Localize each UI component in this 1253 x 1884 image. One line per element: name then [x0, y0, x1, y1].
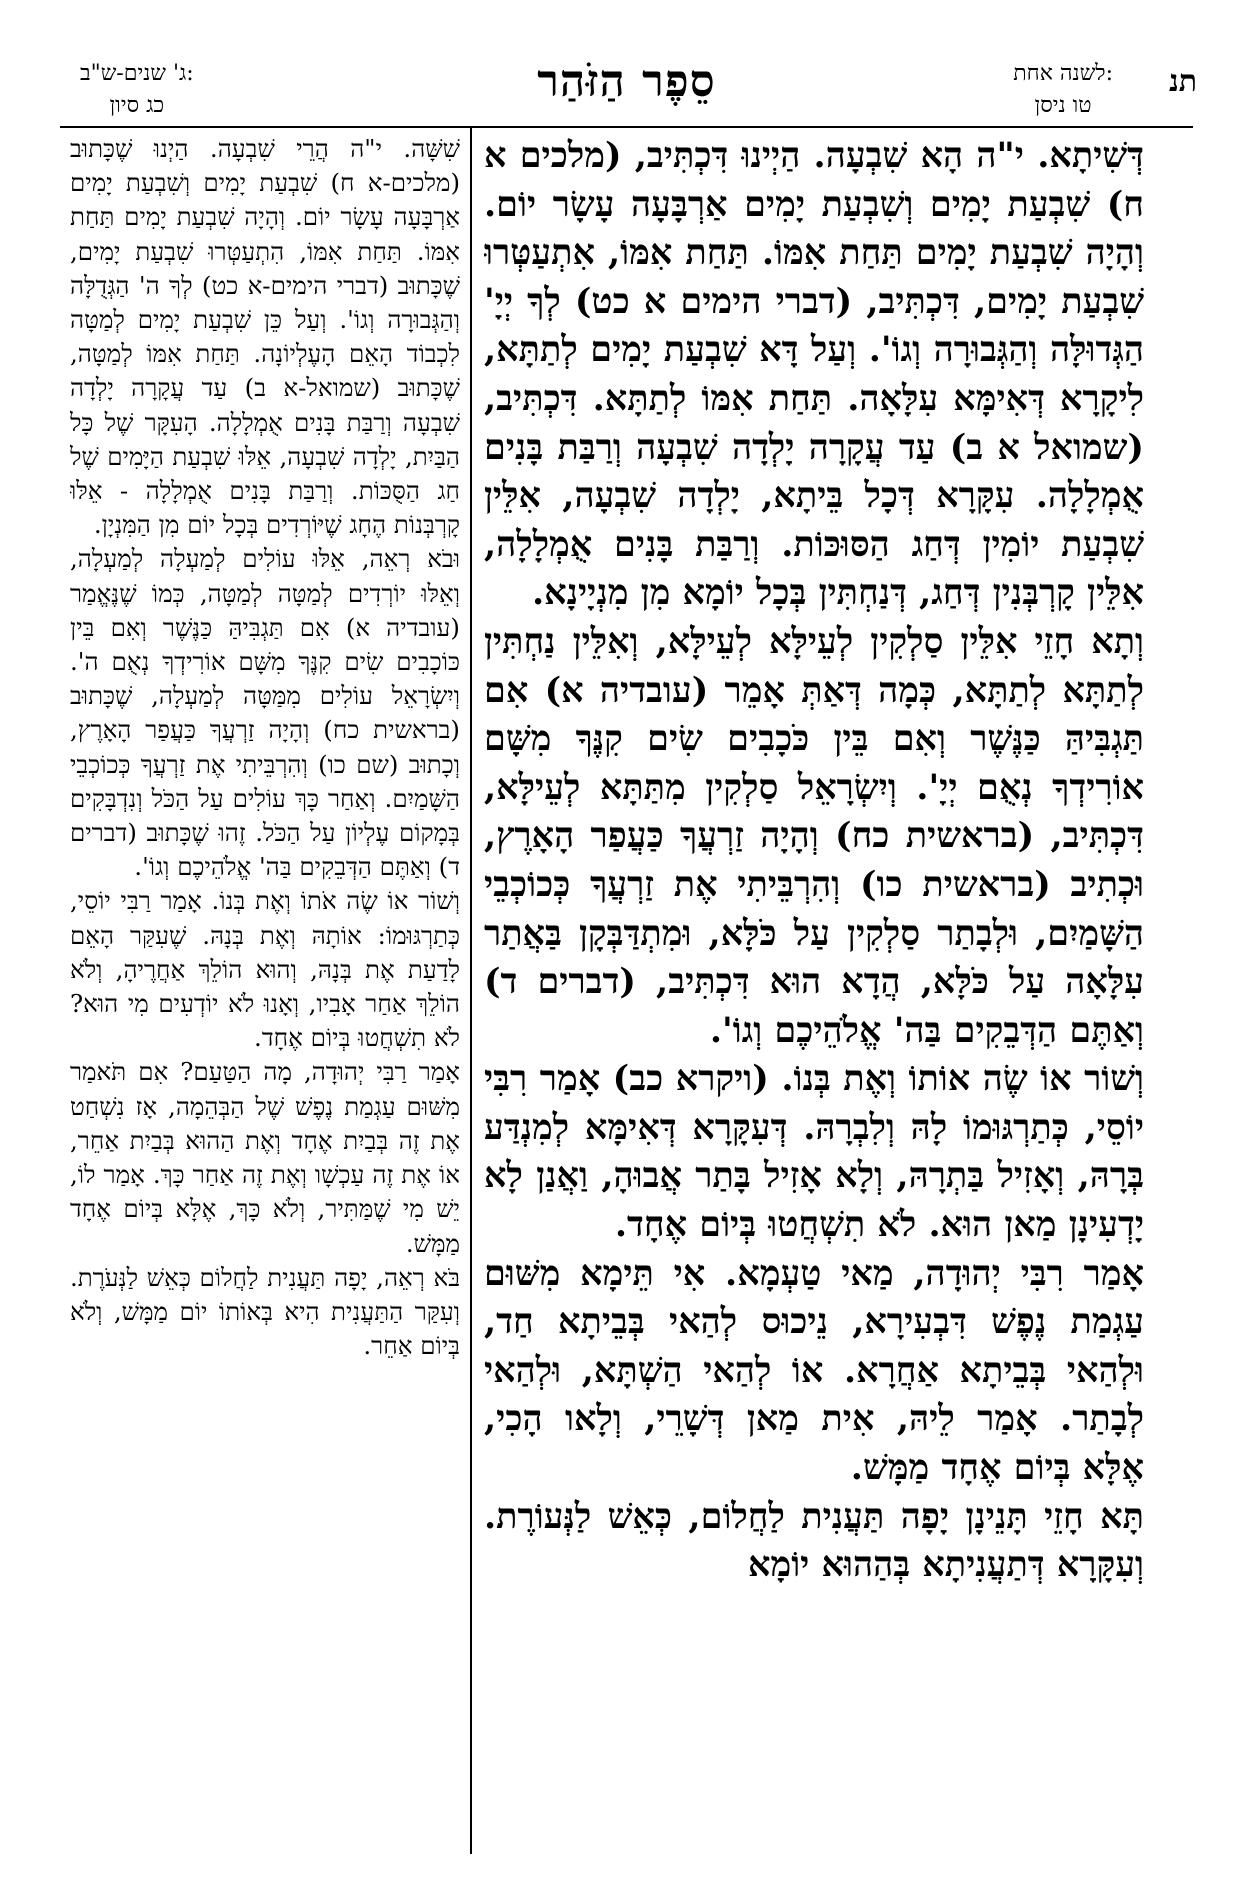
side-paragraph: אָמַר רַבִּי יְהוּדָה, מָה הַטַּעַם? אִם תֹּאמַר מִשּׁוּם עַגְמַת נֶפֶשׁ שֶׁל הַבְּהֵמָה, אָז נִשְׁחַט אֶת זֶה בְּבַיִת אֶחָד וְאֶת הַהוּא בְּבַיִת אַחֵר, אוֹ אֶת זֶה עַכְשָׁו וְאֶת זֶה אַחַר כָּךְ. אָמַר לוֹ, יֵשׁ מִי שֶׁמַּתִּיר, וְלֹא כָּךְ, אֶלָּא בְּיוֹם אֶחָד מַמָּשׁ. [70, 1057, 460, 1258]
header-divider [60, 126, 1193, 128]
hebrew-translation-column [70, 132, 460, 1363]
column-divider [470, 126, 472, 1854]
page-header [30, 52, 1223, 122]
schedule-date: טו ניסן [1034, 93, 1092, 118]
schedule-date: כג סיון [109, 93, 165, 118]
schedule-line: לשנה אחת: [1013, 61, 1113, 86]
side-paragraph: שִׁשָּׁה. י"ה הֲרֵי שִׁבְעָה. הַיְנוּ שֶׁכָּתוּב (מלכים-א ח) שִׁבְעַת יָמִים וְשִׁבְעַת יָמִים אַרְבָּעָה עָשָׂר יוֹם. וְהָיָה שִׁבְעַת יָמִים תַּחַת אִמּוֹ. תַּחַת אִמּוֹ, הִתְעַטְּרוּ שִׁבְעַת יָמִים, שֶׁכָּתוּב (דברי הימים-א כט) לְךָ ה' הַגְּדֻלָּה וְהַגְּבוּרָה וְגוֹ'. וְעַל כֵּן שִׁבְעַת יָמִים לְמַטָּה לִכְבוֹד הָאֵם הָעֶלְיוֹנָה. תַּחַת אִמּוֹ לְמַטָּה, שֶׁכָּתוּב (שמואל-א ב) עַד עֲקָרָה יָלְדָה שִׁבְעָה וְרַבַּת בָּנִים אֻמְלָלָה. הָעִקָּר שֶׁל כָּל הַבַּיִת, יָלְדָה שִׁבְעָה, אֵלּוּ שִׁבְעַת הַיָּמִים שֶׁל חַג הַסֻּכּוֹת. וְרַבַּת בָּנִים אֻמְלָלָה - אֵלּוּ קָרְבְּנוֹת הֶחָג שֶׁיּוֹרְדִים בְּכָל יוֹם מִן הַמִּנְיָן. [70, 134, 460, 540]
side-paragraph: בֹּא רְאֵה, יָפָה תַּעֲנִית לַחֲלוֹם כְּאֵשׁ לַנְּעֹרֶת. וְעִקַּר הַתַּעֲנִית הִיא בְּאוֹתוֹ יוֹם מַמָּשׁ, וְלֹא בְּיוֹם אַחֵר. [70, 1262, 460, 1361]
main-paragraph: וְתָא חָזֵי אִלֵּין סַלְקִין לְעֵילָּא לְעֵילָּא, וְאִלֵּין נַחְתִּין לְתַתָּא לְתַתָּא, כְּמָה דְּאַתְּ אָמֵר (עובדיה א) אִם תַּגְבִּיהַּ כַּנֶּשֶׁר וְאִם בֵּין כֹּכָבִים שִׂים קִנֶּךָ מִשָּׁם אוֹרִידְךָ נְאֻם יְיָ'. וְיִשְׂרָאֵל סַלְקִין מִתַּתָּא לְעֵילָּא, דִּכְתִּיב, (בראשית כח) וְהָיָה זַרְעֲךָ כַּעֲפַר הָאָרֶץ, וּכְתִיב (בראשית כו) וְהִרְבֵּיתִי אֶת זַרְעֲךָ כְּכוֹכְבֵי הַשָּׁמַיִם, וּלְבָתַר סַלְקִין עַל כֹּלָּא, וּמִתְדַּבְּקָן בַּאֲתַר עִלָּאָה עַל כֹּלָּא, הֲדָא הוּא דִּכְתִּיב, (דברים ד) וְאַתֶּם הַדְּבֵקִים בַּה' אֱלֹהֵיכֶם וְגוֹ'. [484, 620, 1144, 1051]
page-number: תנ [1168, 64, 1197, 99]
three-year-schedule-label [80, 58, 194, 122]
main-paragraph: וְשׁוֹר אוֹ שֶׂה אוֹתוֹ וְאֶת בְּנוֹ. (ויקרא כב) אָמַר רִבִּי יוֹסֵי, כְּתַרְגּוּמוֹ לָהּ וְלִבְרָהּ. דְּעִקָּרָא דְּאִימָּא לְמִנְדַּע בְּרָהּ, וְאָזִיל בַּתְרָהּ, וְלָא אָזִיל בָּתַר אֲבוּהָ, וַאֲנַן לָא יָדְעִינָן מַאן הוּא. לֹא תִשְׁחֲטוּ בְּיוֹם אֶחָד. [484, 1058, 1144, 1246]
side-paragraph: וְשׁוֹר אוֹ שֶׂה אֹתוֹ וְאֶת בְּנוֹ. אָמַר רַבִּי יוֹסֵי, כְּתַרְגּוּמוֹ: אוֹתָהּ וְאֶת בְּנָהּ. שֶׁעִקַּר הָאֵם לָדַעַת אֶת בְּנָהּ, וְהוּא הוֹלֵךְ אַחֲרֶיהָ, וְלֹא הוֹלֵךְ אַחַר אָבִיו, וְאָנוּ לֹא יוֹדְעִים מִי הוּא? לֹא תִשְׁחֲטוּ בְּיוֹם אֶחָד. [70, 886, 460, 1053]
book-title: סֵפֶר הַזֹּהַר [537, 56, 716, 107]
aramaic-main-column [484, 132, 1144, 1590]
main-paragraph: תָּא חָזֵי תָּנֵינָן יָפָה תַּעֲנִית לַחֲלוֹם, כְּאֵשׁ לַנְּעוֹרֶת. וְעִקָּרָא דְּתַעֲנִיתָא בְּהַהוּא יוֹמָא [484, 1495, 1144, 1586]
main-paragraph: אָמַר רִבִּי יְהוּדָה, מַאי טַעְמָא. אִי תֵּימָא מִשּׁוּם עַגְמַת נֶפֶשׁ דִּבְעִירָא, נֵיכוּס לְהַאי בְּבֵיתָא חַד, וּלְהַאי בְּבֵיתָא אַחֲרָא. אוֹ לְהַאי הַשְׁתָּא, וּלְהַאי לְבָתַר. אָמַר לֵיהּ, אִית מַאן דְּשָׁרֵי, וְלָאו הָכִי, אֶלָּא בְּיוֹם אֶחָד מַמָּשׁ. [484, 1252, 1144, 1489]
side-paragraph: וּבֹא רְאֵה, אֵלּוּ עוֹלִים לְמַעְלָה לְמַעְלָה, וְאֵלּוּ יוֹרְדִים לְמַטָּה לְמַטָּה, כְּמוֹ שֶׁנֶּאֱמַר (עובדיה א) אִם תַּגְבִּיהַּ כַּנֶּשֶׁר וְאִם בֵּין כּוֹכָבִים שִׂים קִנֶּךָ מִשָּׁם אוֹרִידְךָ נְאֻם ה'. וְיִשְׂרָאֵל עוֹלִים מִמַּטָּה לְמַעְלָה, שֶׁכָּתוּב (בראשית כח) וְהָיָה זַרְעֲךָ כַּעֲפַר הָאָרֶץ, וְכָתוּב (שם כו) וְהִרְבֵּיתִי אֶת זַרְעֲךָ כְּכוֹכְבֵי הַשָּׁמַיִם. וְאַחַר כָּךְ עוֹלִים עַל הַכֹּל וְנִדְבָּקִים בְּמָקוֹם עֶלְיוֹן עַל הַכֹּל. זֶהוּ שֶׁכָּתוּב (דברים ד) וְאַתֶּם הַדְּבֵקִים בַּה' אֱלֹהֵיכֶם וְגוֹ'. [70, 544, 460, 882]
schedule-line: ג' שנים-ש"ב: [80, 61, 194, 86]
main-paragraph: דְּשִׁיתָא. י"ה הָא שִׁבְעָה. הַיְינוּ דִּכְתִּיב, (מלכים א ח) שִׁבְעַת יָמִים וְשִׁבְעַת יָמִים אַרְבָּעָה עָשָׂר יוֹם. וְהָיָה שִׁבְעַת יָמִים תַּחַת אִמּוֹ. תַּחַת אִמּוֹ, אִתְעַטְּרוּ שִׁבְעַת יָמִים, דִּכְתִּיב, (דברי הימים א כט) לְךָ יְיָ' הַגְּדוּלָּה וְהַגְּבוּרָה וְגוֹ'. וְעַל דָּא שִׁבְעַת יָמִים לְתַתָּא, לִיקָרָא דְּאִימָּא עִלָּאָה. תַּחַת אִמּוֹ לְתַתָּא. דִּכְתִּיב, (שמואל א ב) עַד עֲקָרָה יָלְדָה שִׁבְעָה וְרַבַּת בָּנִים אֻמְלָלָה. עִקָּרָא דְּכָל בֵּיתָא, יָלְדָה שִׁבְעָה, אִלֵּין שִׁבְעַת יוֹמִין דְּחַג הַסּוּכּוֹת. וְרַבַּת בָּנִים אֻמְלָלָה, אִלֵּין קָרְבְּנִין דְּחַג, דְּנַחְתִּין בְּכָל יוֹמָא מִן מִנְיָינָא. [484, 135, 1144, 614]
